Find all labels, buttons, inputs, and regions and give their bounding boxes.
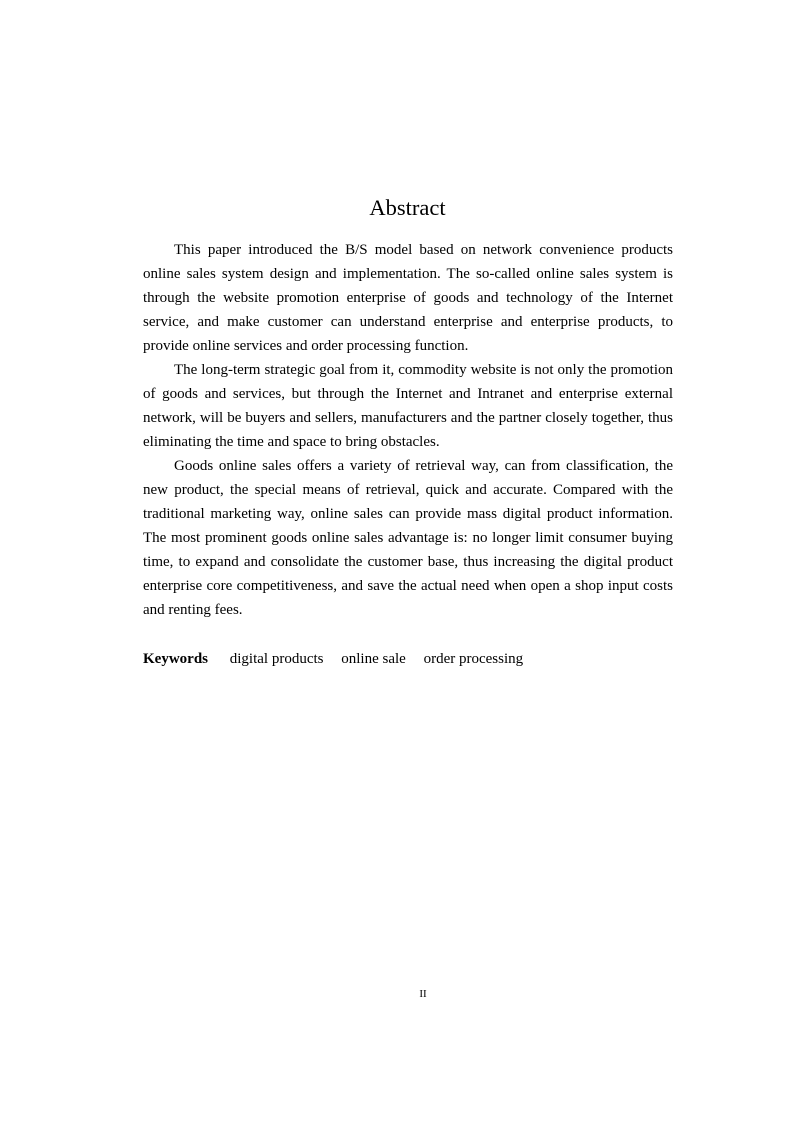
keyword-item: order processing: [423, 651, 524, 667]
abstract-paragraph-3: Goods online sales offers a variety of retrieval way, can from classification, the new product, the special means of retrieval, quick and accurate. Compared with the traditional marketing way, online sales can provide mass digital product information. The most prominent goods online sales advantage is: no longer limit consumer buying time, to expand and consolidate the customer base, thus increasing the digital product enterprise core competitiveness, and save the actual need when open a shop input costs and renting fees.: [143, 458, 673, 618]
abstract-paragraph-1: This paper introduced the B/S model based on network convenience products online sales system design and implementation. The so-called online sales system is through the website promotion enterprise of goods and technology of the Internet service, and make customer can understand enterprise and enterprise products, to provide online services and order processing function.: [143, 242, 673, 354]
abstract-paragraph-2: The long-term strategic goal from it, commodity website is not only the promotion of goods and services, but through the Internet and Intranet and enterprise external network, will be buyers and sellers, manufacturers and the partner closely together, thus eliminating the time and space to bring obstacles.: [143, 362, 673, 450]
page-title: Abstract: [369, 195, 446, 220]
keyword-item: digital products: [229, 651, 324, 667]
page-number: II: [419, 988, 427, 1000]
keywords-label: Keywords: [143, 651, 208, 667]
keywords-line: [143, 647, 703, 671]
abstract-body: [143, 238, 673, 622]
keyword-item: online sale: [341, 651, 406, 667]
